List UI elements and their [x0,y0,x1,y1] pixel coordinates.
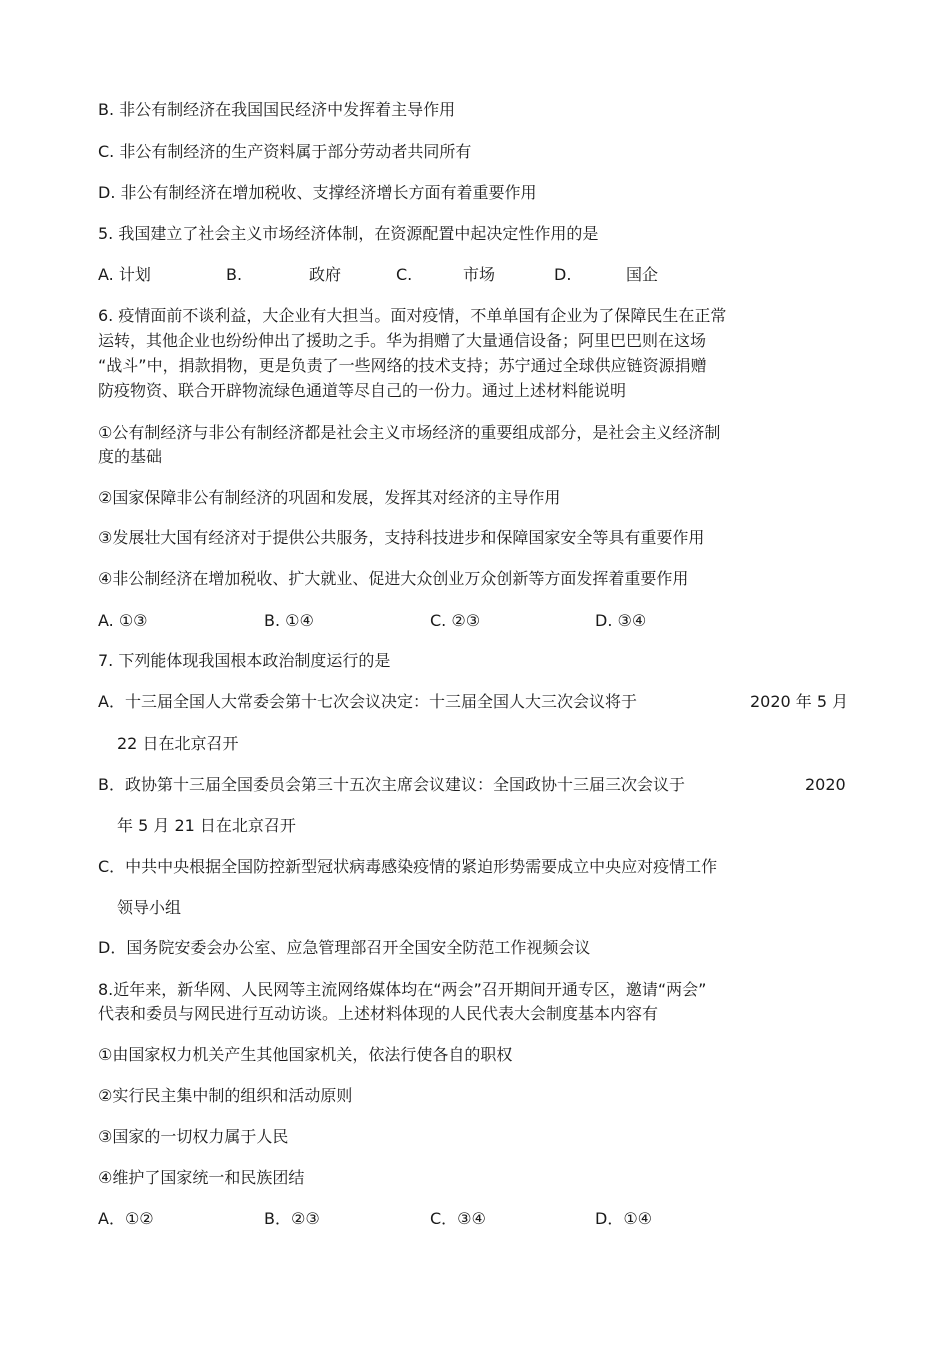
q6-stem-line-3: “战斗”中，捐款捐物，更是负责了一些网络的技术支持；苏宁通过全球供应链资源捐赠 [98,356,707,375]
q6-option-b: B. ①④ [264,611,314,630]
q7-option-b-line-2: 年 5 月 21 日在北京召开 [117,816,296,835]
q8-option-a: A．①② [98,1209,154,1228]
q5-option-b-text: 政府 [309,265,342,284]
q5-stem: 5. 我国建立了社会主义市场经济体制，在资源配置中起决定性作用的是 [98,224,599,243]
q7-option-a-line-1: A．十三届全国人大常委会第十七次会议决定：十三届全国人大三次会议将于 [98,692,637,711]
q8-statement-3: ③国家的一切权力属于人民 [98,1127,289,1146]
q6-stem-line-2: 运转，其他企业也纷纷伸出了援助之手。华为捐赠了大量通信设备；阿里巴巴则在这场 [98,331,707,350]
q4-option-c: C. 非公有制经济的生产资料属于部分劳动者共同所有 [98,142,472,161]
q8-option-d: D．①④ [595,1209,653,1228]
q6-option-c: C. ②③ [430,611,481,630]
q7-option-d: D．国务院安委会办公室、应急管理部召开全国安全防范工作视频会议 [98,938,591,957]
q6-option-d: D. ③④ [595,611,647,630]
q5-option-c-text: 市场 [463,265,496,284]
q6-statement-4: ④非公制经济在增加税收、扩大就业、促进大众创业万众创新等方面发挥着重要作用 [98,569,689,588]
q5-option-b-label: B. [226,265,243,284]
q6-option-a: A. ①③ [98,611,148,630]
q6-stem-line-4: 防疫物资、联合开辟物流绿色通道等尽自己的一份力。通过上述材料能说明 [98,381,627,400]
q8-stem-line-1: 8.近年来，新华网、人民网等主流网络媒体均在“两会”召开期间开通专区，邀请“两会” [98,980,707,999]
q6-stem-line-1: 6. 疫情面前不谈利益，大企业有大担当。面对疫情，不单单国有企业为了保障民生在正常 [98,306,727,325]
q8-stem-line-2: 代表和委员与网民进行互动访谈。上述材料体现的人民代表大会制度基本内容有 [98,1004,659,1023]
q5-option-d-label: D. [554,265,572,284]
q6-statement-2: ②国家保障非公有制经济的巩固和发展，发挥其对经济的主导作用 [98,488,561,507]
q6-statement-3: ③发展壮大国有经济对于提供公共服务，支持科技进步和保障国家安全等具有重要作用 [98,528,705,547]
q7-option-b-line-1: B．政协第十三届全国委员会第三十五次主席会议建议：全国政协十三届三次会议于 [98,775,685,794]
q5-option-d-text: 国企 [626,265,659,284]
q6-statement-1-line-1: ①公有制经济与非公有制经济都是社会主义市场经济的重要组成部分，是社会主义经济制 [98,423,721,442]
q7-option-a-line-2: 22 日在北京召开 [117,734,239,753]
q8-statement-4: ④维护了国家统一和民族团结 [98,1168,305,1187]
q8-statement-1: ①由国家权力机关产生其他国家机关，依法行使各自的职权 [98,1045,513,1064]
q4-option-b: B. 非公有制经济在我国国民经济中发挥着主导作用 [98,100,456,119]
q5-option-c-label: C. [396,265,413,284]
q8-option-b: B．②③ [264,1209,320,1228]
q5-option-a: A. 计划 [98,265,151,284]
q7-option-c-line-2: 领导小组 [117,898,182,917]
q6-statement-1-line-2: 度的基础 [98,447,163,466]
q4-option-d: D. 非公有制经济在增加税收、支撑经济增长方面有着重要作用 [98,183,537,202]
q7-option-a-tail: 2020 年 5 月 [750,692,849,711]
q8-statement-2: ②实行民主集中制的组织和活动原则 [98,1086,353,1105]
q7-option-b-tail: 2020 [805,775,846,794]
q7-option-c-line-1: C．中共中央根据全国防控新型冠状病毒感染疫情的紧迫形势需要成立中央应对疫情工作 [98,857,718,876]
q8-option-c: C．③④ [430,1209,486,1228]
q7-stem: 7. 下列能体现我国根本政治制度运行的是 [98,651,391,670]
